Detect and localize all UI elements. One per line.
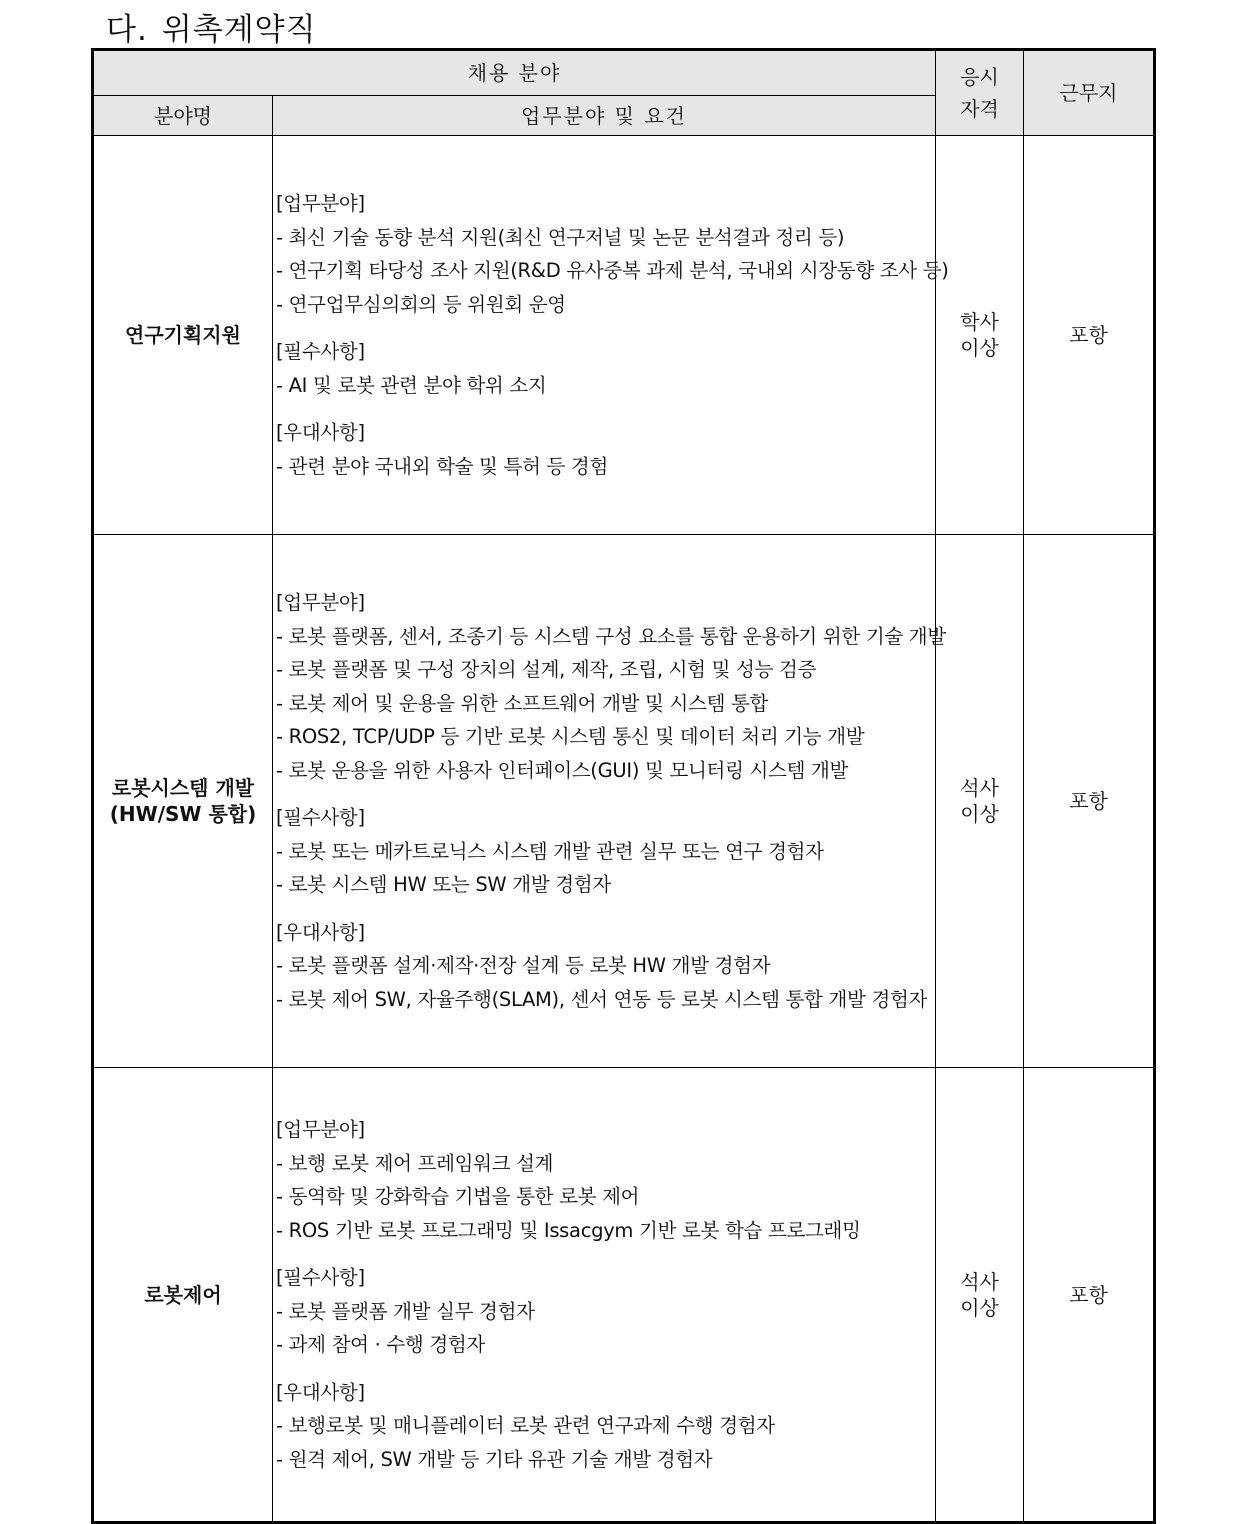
required-item: - 과제 참여 · 수행 경험자 — [276, 1333, 485, 1356]
preferred-title: [우대사항] — [276, 920, 365, 944]
field-name-line2: (HW/SW 통합) — [109, 802, 257, 826]
qualification-line1: 학사 — [960, 310, 999, 334]
preferred-section — [276, 1376, 931, 1477]
duties-cell — [273, 535, 946, 1068]
header-duties-label: 업무분야 및 요건 — [521, 103, 687, 128]
location-value: 포항 — [1069, 789, 1108, 813]
location-value: 포항 — [1069, 323, 1108, 347]
field-name-line1: 연구기획지원 — [125, 323, 241, 347]
duty-item: - 로봇 플랫폼, 센서, 조종기 등 시스템 구성 요소를 통합 운용하기 위한 기술 개발 — [276, 624, 946, 648]
section-number: 다. — [106, 12, 148, 48]
qualification-cell — [936, 1068, 1024, 1523]
duties-title: [업무분야] — [276, 591, 365, 614]
qualification-line1: 석사 — [960, 1269, 999, 1294]
required-item: - AI 및 로봇 관련 분야 학위 소지 — [276, 373, 547, 397]
required-title: [필수사항] — [276, 806, 365, 829]
required-section — [276, 1261, 931, 1362]
field-name-cell — [93, 535, 273, 1068]
header-field-name-label: 분야명 — [154, 103, 212, 128]
header-location — [1024, 50, 1155, 136]
field-name-line1: 로봇시스템 개발 — [111, 776, 255, 800]
preferred-item: - 원격 제어, SW 개발 등 기타 유관 기술 개발 경험자 — [276, 1447, 713, 1471]
duties-cell — [273, 1068, 936, 1523]
section-title-text: 위촉계약직 — [161, 12, 317, 48]
duties-title: [업무분야] — [276, 192, 365, 215]
header-row-1 — [93, 50, 1155, 96]
preferred-item: - 보행로봇 및 매니플레이터 로봇 관련 연구과제 수행 경험자 — [276, 1414, 775, 1437]
duties-section — [276, 1113, 931, 1247]
header-qualification-line2: 자격 — [960, 97, 999, 121]
section-title — [106, 4, 317, 49]
duty-item: - 보행 로봇 제어 프레임워크 설계 — [276, 1151, 554, 1175]
duties-section — [276, 187, 949, 321]
preferred-title: [우대사항] — [276, 1380, 365, 1404]
qualification-line2: 이상 — [960, 1295, 999, 1320]
preferred-item: - 관련 분야 국내외 학술 및 특허 등 경험 — [276, 454, 608, 478]
duty-item: - 연구기획 타당성 조사 지원(R&D 유사중복 과제 분석, 국내외 시장동향 조사 등) — [276, 259, 949, 282]
duty-item: - ROS2, TCP/UDP 등 기반 로봇 시스템 통신 및 데이터 처리 기능 개발 — [276, 725, 865, 748]
location-cell — [1024, 535, 1155, 1068]
duty-item: - ROS 기반 로봇 프로그래밍 및 Issacgym 기반 로봇 학습 프로그래밍 — [276, 1218, 861, 1242]
duty-item: - 로봇 제어 및 운용을 위한 소프트웨어 개발 및 시스템 통합 — [276, 691, 769, 715]
duty-item: - 연구업무심의회의 등 위원회 운영 — [276, 292, 566, 316]
required-title: [필수사항] — [276, 1266, 365, 1289]
preferred-section — [276, 416, 931, 483]
location-cell — [1024, 136, 1155, 535]
qualification-line2: 이상 — [960, 802, 999, 826]
duty-item: - 로봇 플랫폼 및 구성 장치의 설계, 제작, 조립, 시험 및 성능 검증 — [276, 658, 817, 681]
qualification-line2: 이상 — [960, 336, 999, 360]
preferred-section — [276, 916, 931, 1017]
duty-item: - 동역학 및 강화학습 기법을 통한 로봇 제어 — [276, 1185, 640, 1208]
required-item: - 로봇 또는 메카트로닉스 시스템 개발 관련 실무 또는 연구 경험자 — [276, 839, 824, 863]
preferred-item: - 로봇 제어 SW, 자율주행(SLAM), 센서 연동 등 로봇 시스템 통합 개발 경험자 — [276, 987, 928, 1011]
required-section — [276, 801, 931, 902]
location-cell — [1024, 1068, 1155, 1523]
required-item: - 로봇 플랫폼 개발 실무 경험자 — [276, 1299, 535, 1323]
header-field-name — [93, 96, 273, 136]
duties-title: [업무분야] — [276, 1118, 365, 1141]
header-recruit-field — [93, 50, 936, 96]
preferred-item: - 로봇 플랫폼 설계·제작·전장 설계 등 로봇 HW 개발 경험자 — [276, 954, 771, 977]
duties-section — [276, 586, 946, 787]
duties-cell — [273, 136, 949, 535]
header-duties — [273, 96, 936, 136]
duty-item: - 로봇 운용을 위한 사용자 인터페이스(GUI) 및 모니터링 시스템 개발 — [276, 758, 849, 782]
field-name-line1: 로봇제어 — [144, 1282, 222, 1307]
field-name-cell — [93, 136, 273, 535]
required-section — [276, 335, 931, 402]
duty-item: - 최신 기술 동향 분석 지원(최신 연구저널 및 논문 분석결과 정리 등) — [276, 225, 845, 249]
qualification-line1: 석사 — [960, 776, 999, 800]
recruitment-table — [91, 48, 1156, 1524]
required-item: - 로봇 시스템 HW 또는 SW 개발 경험자 — [276, 873, 611, 896]
qualification-cell — [936, 136, 1024, 535]
location-value: 포항 — [1069, 1282, 1108, 1307]
header-qualification-line1: 응시 — [960, 65, 999, 89]
table-row — [93, 535, 1155, 1068]
header-recruit-field-label: 채용 분야 — [467, 61, 562, 85]
qualification-cell — [936, 535, 1024, 1068]
field-name-cell — [93, 1068, 273, 1523]
table-row — [93, 1068, 1155, 1523]
required-title: [필수사항] — [276, 340, 365, 363]
header-qualification — [936, 50, 1024, 136]
header-location-label: 근무지 — [1059, 81, 1118, 105]
table-row — [93, 136, 1155, 535]
preferred-title: [우대사항] — [276, 421, 365, 444]
